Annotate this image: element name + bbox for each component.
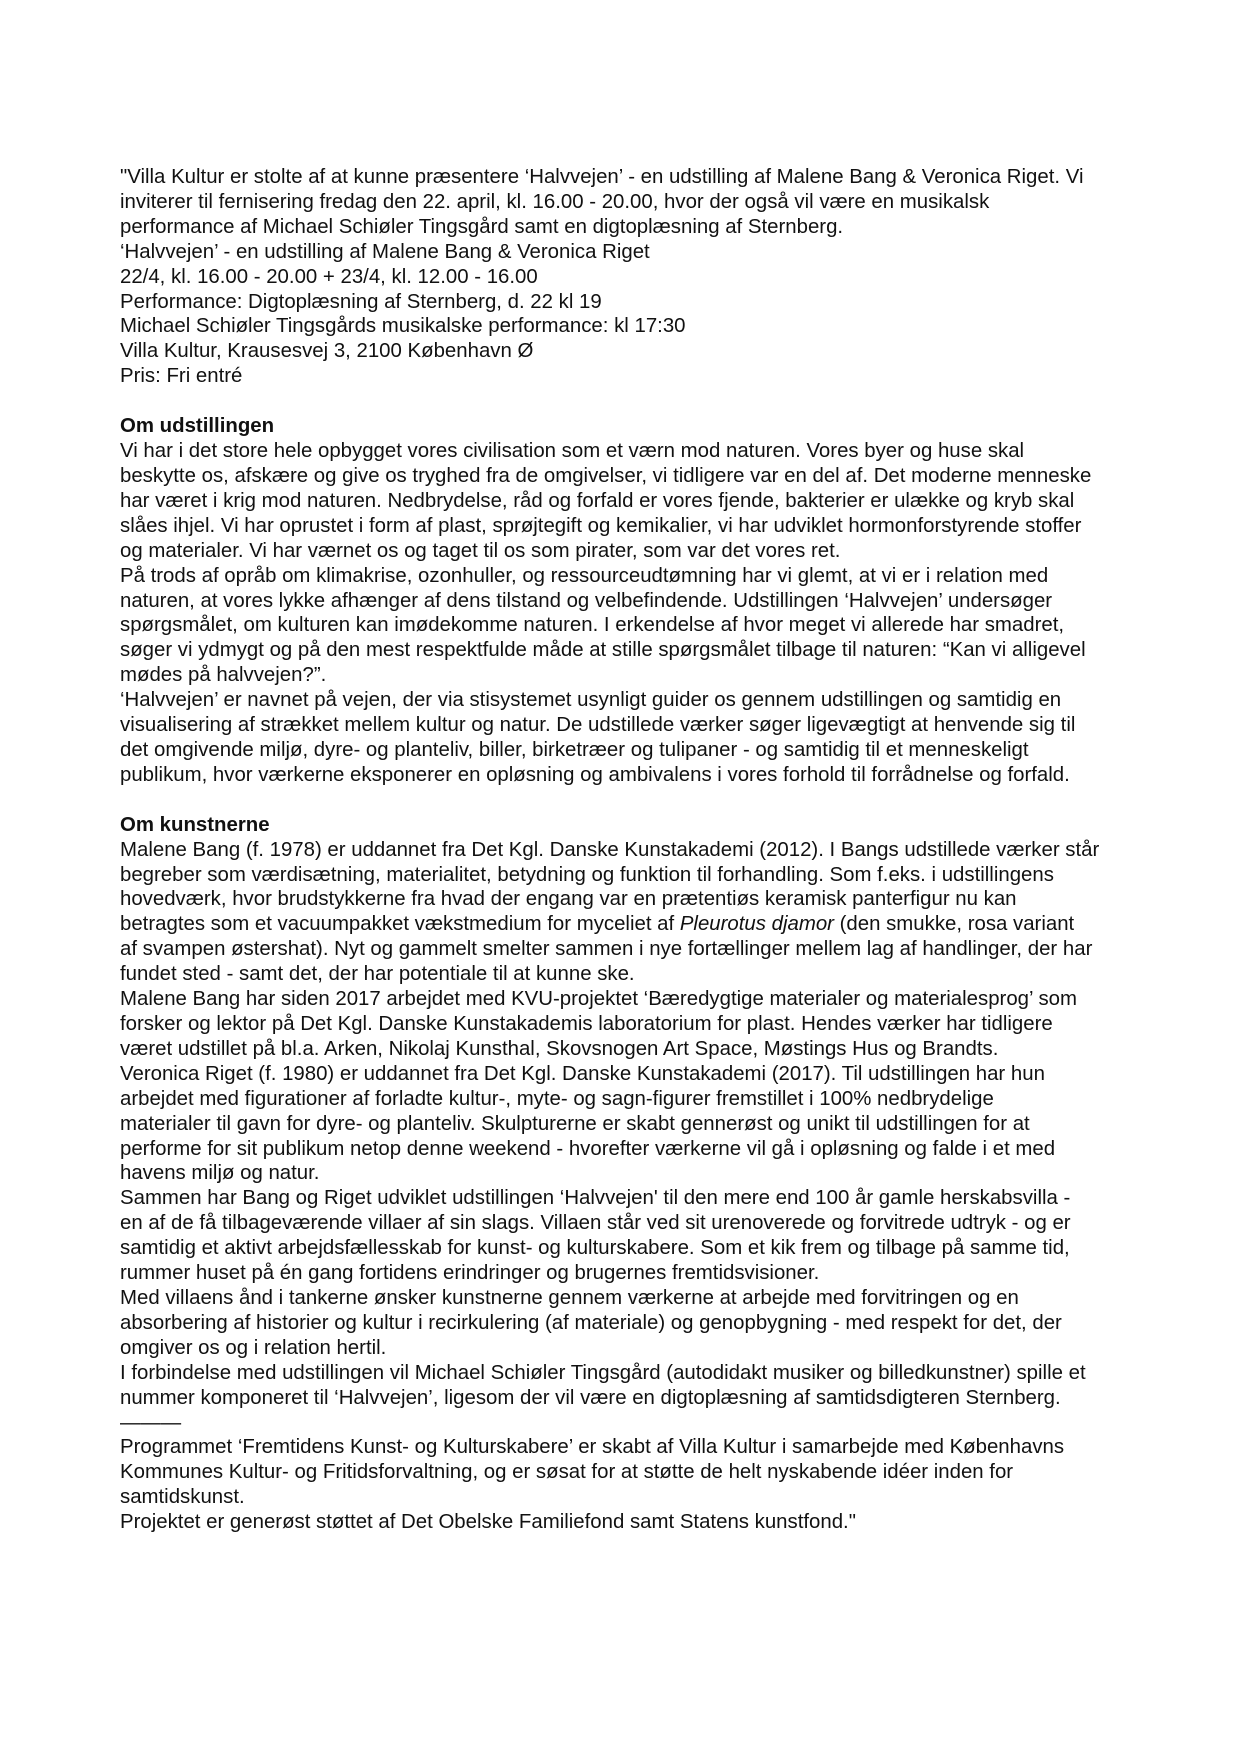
artist-paragraph (120, 838, 1120, 987)
artist-paragraph: I forbindelse med udstillingen vil Michael Schiøler Tingsgård (autodidakt musiker og billedkunstner) spille et nummer komponeret til ‘Halvvejen’, ligesom der vil være en digtoplæsning af samtidsdigteren Sternberg. (120, 1361, 1086, 1409)
section-heading-artists: Om kunstnerne (120, 813, 270, 836)
artist-paragraph: Med villaens ånd i tankerne ønsker kunstnerne gennem værkerne at arbejde med forvitringen og en absorbering af historier og kultur i recirkulering (af materiale) og genopbygning - med respekt for det, der omgiver os og i relation hertil. (120, 1286, 1062, 1359)
artist-text: (den smukke, rosa variant af svampen østershat). Nyt og gammelt smelter sammen i nye fortællinger mellem lag af handlinger, der har fundet sted - samt det, der har potentiale til at kunne ske. (120, 913, 1093, 986)
divider-dashes: ——— (120, 1411, 182, 1434)
performance-line: Performance: Digtoplæsning af Sternberg, d. 22 kl 19 (120, 290, 602, 313)
funding-paragraph: Projektet er generøst støttet af Det Obelske Familiefond samt Statens kunstfond." (120, 1511, 856, 1534)
exhibition-title-line: ‘Halvvejen’ - en udstilling af Malene Bang & Veronica Riget (120, 240, 650, 263)
artist-paragraph: Sammen har Bang og Riget udviklet udstillingen ‘Halvvejen' til den mere end 100 år gamle herskabsvilla - en af de få tilbageværende villaer af sin slags. Villaen står ved sit urenoverede og forvitrede udtryk - og er samtidig et aktivt arbejdsfællesskab for kunst- og kulturskabere. Som et kik frem og tilbage på samme tid, rummer huset på én gang fortidens erindringer og brugernes fremtidsvisioner. (120, 1187, 1071, 1285)
exhibition-dates: 22/4, kl. 16.00 - 20.00 + 23/4, kl. 12.00 - 16.00 (120, 265, 538, 288)
music-performance-line: Michael Schiøler Tingsgårds musikalske performance: kl 17:30 (120, 315, 686, 338)
exhibition-paragraph: Vi har i det store hele opbygget vores civilisation som et værn mod naturen. Vores byer og huse skal beskytte os, afskære og give os tryghed fra de omgivelser, vi tidligere var en del af. Det moderne menneske har været i krig mod naturen. Nedbrydelse, råd og forfald er vores fjende, bakterier er ulække og kryb skal slåes ihjel. Vi har oprustet i form af plast, sprøjtegift og kemikalier, vi har udviklet hormonforstyrende stoffer og materialer. Vi har værnet os og taget til os som pirater, som var det vores ret. (120, 440, 1092, 562)
price-line: Pris: Fri entré (120, 365, 243, 388)
exhibition-paragraph: ‘Halvvejen’ er navnet på vejen, der via stisystemet usynligt guider os gennem udstillingen og samtidig en visualisering af strækket mellem kultur og natur. De udstillede værker søger ligevægtigt at henvende sig til det omgivende miljø, dyre- og planteliv, biller, birketræer og tulipaner - og samtidig til et menneskeligt publikum, hvor værkerne eksponerer en opløsning og ambivalens i vores forhold til forrådnelse og forfald. (120, 689, 1076, 786)
spacer (120, 788, 1120, 813)
artist-paragraph: Veronica Riget (f. 1980) er uddannet fra Det Kgl. Danske Kunstakademi (2017). Til udstillingen har hun arbejdet med figurationer af forladte kultur-, myte- og sagn-figurer fremstillet i 100% nedbrydelige materialer til gavn for dyre- og planteliv. Skulpturerne er skabt gennerøst og unikt til udstillingen for at performe for sit publikum netop denne weekend - hvorefter værkerne vil gå i opløsning og falde i et med havens miljø og natur. (120, 1062, 1056, 1185)
document-page (120, 165, 1120, 1535)
section-heading-exhibition: Om udstillingen (120, 415, 275, 438)
artist-paragraph: Malene Bang har siden 2017 arbejdet med KVU-projektet ‘Bæredygtige materialer og materialesprog’ som forsker og lektor på Det Kgl. Danske Kunstakademis laboratorium for plast. Hendes værker har tidligere været udstillet på bl.a. Arken, Nikolaj Kunsthal, Skovsnogen Art Space, Møstings Hus og Brandts. (120, 988, 1077, 1060)
address-line: Villa Kultur, Krausesvej 3, 2100 København Ø (120, 340, 534, 363)
intro-paragraph: "Villa Kultur er stolte af at kunne præsentere ‘Halvvejen’ - en udstilling af Malene Bang & Veronica Riget. Vi inviterer til fernisering fredag den 22. april, kl. 16.00 - 20.00, hvor der også vil være en musikalsk performance af Michael Schiøler Tingsgård samt en digtoplæsning af Sternberg. (120, 166, 1084, 238)
artist-text: Malene Bang (f. 1978) er uddannet fra Det Kgl. Danske Kunstakademi (2012). I Bangs udstillede værker står begreber som værdisætning, materialitet, betydning og funktion til forhandling. Som f.eks. i udstillingens hovedværk, hvor brudstykkerne fra hvad der engang var en prætentiøs keramisk panterfigur nu kan betragtes som et vacuumpakket vækstmedium for myceliet af (120, 838, 1100, 936)
program-paragraph: Programmet ‘Fremtidens Kunst- og Kulturskabere’ er skabt af Villa Kultur i samarbejde med Københavns Kommunes Kultur- og Fritidsforvaltning, og er søsat for at støtte de helt nyskabende idéer inden for samtidskunst. (120, 1436, 1065, 1509)
spacer (120, 389, 1120, 414)
exhibition-paragraph: På trods af opråb om klimakrise, ozonhuller, og ressourceudtømning har vi glemt, at vi er i relation med naturen, at vores lykke afhænger af dens tilstand og velbefindende. Udstillingen ‘Halvvejen’ undersøger spørgsmålet, om kulturen kan imødekomme naturen. I erkendelse af hvor meget vi allerede har smadret, søger vi ydmygt og på den mest respektfulde måde at stille spørgsmålet tilbage til naturen: “Kan vi alligevel mødes på halvvejen?”. (120, 564, 1086, 687)
species-name: Pleurotus djamor (679, 913, 834, 936)
